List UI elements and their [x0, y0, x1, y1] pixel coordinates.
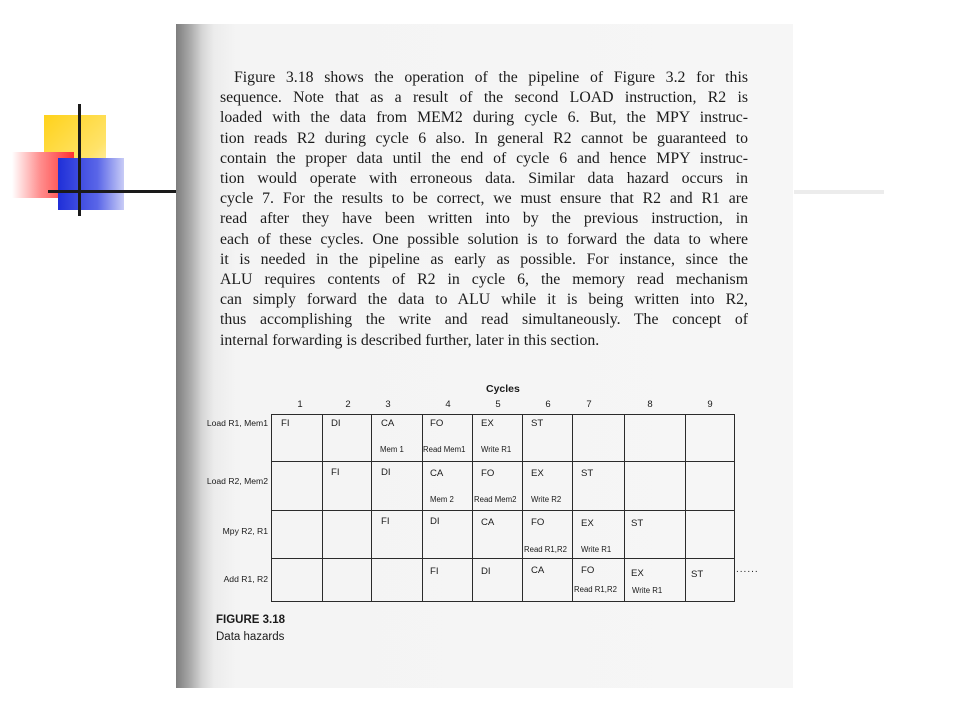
decor-blue-square	[58, 158, 124, 210]
stage-cell: DI	[331, 418, 341, 429]
cycle-number: 5	[495, 399, 501, 410]
grid-column-line	[371, 415, 372, 601]
grid-column-line	[472, 415, 473, 601]
stage-cell: EX	[581, 518, 594, 529]
cycle-number: 2	[345, 399, 351, 410]
figure-caption: Data hazards	[216, 631, 285, 643]
grid-column-line	[422, 415, 423, 601]
paragraph-line: cycle 7. For the results to be correct, we must ensure that R2 and R1 are	[220, 190, 748, 208]
stage-cell: FO	[531, 517, 545, 528]
paragraph-line: Figure 3.18 shows the operation of the pipeline of Figure 3.2 for this	[234, 69, 748, 86]
operation-note: Read R1,R2	[574, 585, 617, 594]
stage-cell: EX	[531, 468, 544, 479]
instruction-label: Load R1, Mem1	[206, 418, 268, 428]
cycle-number: 9	[707, 399, 713, 410]
operation-note: Write R1	[581, 545, 612, 554]
figure-label: FIGURE 3.18	[216, 614, 286, 626]
decor-right-line	[794, 190, 884, 194]
operation-note: Write R1	[481, 445, 512, 454]
stage-cell: FI	[331, 467, 340, 478]
operation-note: Read Mem2	[474, 495, 517, 504]
operation-note: Read R1,R2	[524, 545, 567, 554]
grid-row-line	[272, 461, 734, 462]
grid-column-line	[522, 415, 523, 601]
stage-cell: FI	[381, 516, 390, 527]
stage-cell: CA	[430, 468, 444, 479]
body-paragraph	[220, 68, 748, 351]
operation-note: Write R1	[632, 586, 663, 595]
operation-note: Mem 2	[430, 495, 454, 504]
cycle-number: 7	[586, 399, 592, 410]
paragraph-line: thus accomplishing the write and read simultaneously. The concept of	[220, 311, 748, 329]
continuation-dots: ......	[736, 564, 759, 575]
operation-note: Mem 1	[380, 445, 404, 454]
stage-cell: DI	[430, 516, 440, 527]
paragraph-line: loaded with the data from MEM2 during cycle 6. But, the MPY instruc-	[220, 109, 748, 127]
grid-column-line	[322, 415, 323, 601]
stage-cell: EX	[481, 418, 494, 429]
stage-cell: ST	[631, 518, 644, 529]
stage-cell: ST	[691, 569, 704, 580]
stage-cell: ST	[531, 418, 544, 429]
stage-cell: FO	[430, 418, 444, 429]
stage-cell: EX	[631, 568, 644, 579]
paragraph-line: internal forwarding is described further, later in this section.	[220, 331, 600, 349]
grid-column-line	[624, 415, 625, 601]
grid-column-line	[685, 415, 686, 601]
stage-cell: FO	[481, 468, 495, 479]
stage-cell: DI	[381, 467, 391, 478]
cycle-number: 3	[385, 399, 391, 410]
operation-note: Write R2	[531, 495, 562, 504]
decor-horizontal-line	[48, 190, 178, 193]
stage-cell: FI	[430, 566, 439, 577]
stage-cell: CA	[381, 418, 395, 429]
stage-cell: DI	[481, 566, 491, 577]
instruction-label: Add R1, R2	[223, 574, 268, 584]
cycle-number: 4	[445, 399, 451, 410]
scanned-page	[176, 24, 793, 688]
cycle-number: 8	[647, 399, 653, 410]
grid-row-line	[272, 510, 734, 511]
cycle-number: 6	[545, 399, 551, 410]
paragraph-line: can simply forward the data to ALU while it is being written into R2,	[220, 291, 748, 309]
paragraph-line: tion reads R2 during cycle 6 also. In general R2 cannot be guaranteed to	[220, 129, 748, 147]
cycle-number: 1	[297, 399, 303, 410]
paragraph-line: ALU requires contents of R2 in cycle 6, the memory read mechanism	[220, 271, 748, 289]
pipeline-grid	[271, 414, 735, 602]
paragraph-line: read after they have been written into by the previous instruction, in	[220, 210, 748, 228]
paragraph-line: sequence. Note that as a result of the second LOAD instruction, R2 is	[220, 89, 748, 107]
paragraph-line: it is needed in the pipeline as early as possible. For instance, since the	[220, 250, 748, 268]
stage-cell: CA	[531, 565, 545, 576]
paragraph-line: tion would operate with erroneous data. Similar data hazard occurs in	[220, 170, 748, 188]
stage-cell: FO	[581, 565, 595, 576]
stage-cell: ST	[581, 468, 594, 479]
operation-note: Read Mem1	[423, 445, 466, 454]
instruction-label: Mpy R2, R1	[222, 526, 268, 536]
paragraph-line: each of these cycles. One possible solution is to forward the data to where	[220, 230, 748, 248]
paragraph-line: contain the proper data until the end of cycle 6 and hence MPY instruc-	[220, 149, 748, 167]
grid-column-line	[572, 415, 573, 601]
instruction-label: Load R2, Mem2	[206, 476, 268, 486]
stage-cell: CA	[481, 517, 495, 528]
cycles-title: Cycles	[486, 383, 520, 395]
grid-row-line	[272, 558, 734, 559]
stage-cell: FI	[281, 418, 290, 429]
decor-vertical-line	[78, 104, 81, 216]
